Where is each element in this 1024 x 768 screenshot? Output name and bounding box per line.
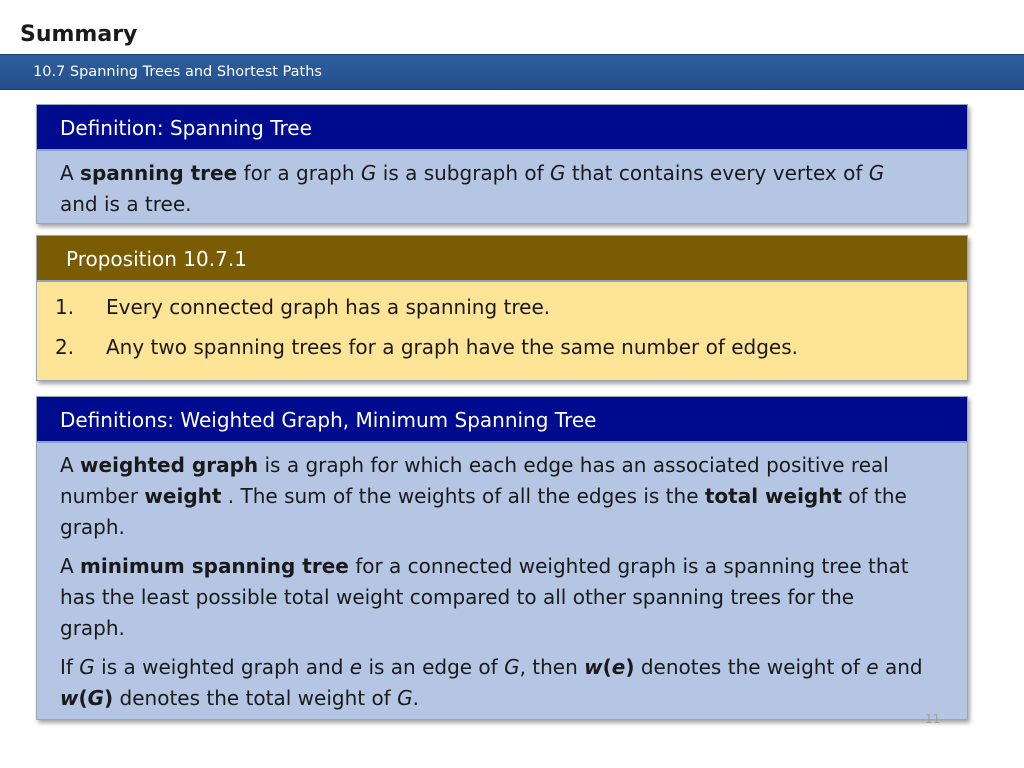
text-run: is a graph for which each edge has an associated positive real [258, 453, 889, 477]
section-title: 10.7 Spanning Trees and Shortest Paths [33, 64, 322, 80]
definition-spanning-tree-body [37, 151, 967, 223]
text-run: of the [842, 484, 907, 508]
proposition-header [37, 236, 967, 282]
term-spanning-tree: spanning tree [80, 161, 238, 185]
list-item [37, 332, 967, 372]
term-minimum-spanning-tree: minimum spanning tree [80, 554, 349, 578]
text-run: is a subgraph of [376, 161, 551, 185]
list-item-text: Every connected graph has a spanning tree. [106, 295, 551, 319]
proposition-box [36, 235, 968, 381]
text-run: A [60, 161, 81, 185]
text-run: is a weighted graph and [94, 655, 350, 679]
text-run: graph. [60, 616, 125, 640]
variable-g: G [87, 686, 105, 710]
variable-g: G [550, 161, 566, 185]
text-run: has the least possible total weight compared to all other spanning trees for the [60, 585, 855, 609]
term-weighted-graph: weighted graph [80, 453, 259, 477]
paren: ) [625, 655, 635, 679]
text-run: for a graph [237, 161, 361, 185]
text-run: A [60, 453, 81, 477]
paren: ( [602, 655, 612, 679]
variable-e: e [611, 655, 626, 679]
term-weight: weight [144, 484, 222, 508]
variable-g: G [397, 686, 413, 710]
definition-spanning-tree-line-2: and is a tree. [60, 192, 192, 216]
list-item-number: 2. [55, 335, 75, 359]
variable-e: e [866, 655, 879, 679]
text-run: denotes the weight of [634, 655, 867, 679]
text-run: and [878, 655, 923, 679]
definition-spanning-tree-heading: Definition: Spanning Tree [60, 116, 312, 140]
text-run: that contains every vertex of [565, 161, 869, 185]
text-run: graph. [60, 515, 125, 539]
variable-e: e [349, 655, 363, 679]
text-run: is an edge of [362, 655, 505, 679]
definition-spanning-tree-header [37, 105, 967, 151]
weighted-graph-paragraph [60, 450, 944, 543]
slide-title: Summary [20, 22, 138, 47]
text-run: A [60, 554, 81, 578]
variable-g: G [360, 161, 377, 185]
definition-spanning-tree-box [36, 104, 968, 224]
list-item [37, 292, 967, 332]
list-item-number: 1. [55, 295, 75, 319]
list-item-text: Any two spanning trees for a graph have the same number of edges. [106, 335, 798, 359]
definitions-weighted-graph-heading: Definitions: Weighted Graph, Minimum Spanning Tree [60, 408, 597, 432]
text-run: . [412, 686, 419, 710]
proposition-heading: Proposition 10.7.1 [66, 247, 247, 271]
term-total-weight: total weight [704, 484, 843, 508]
definition-spanning-tree-line-1 [60, 158, 944, 189]
proposition-body [37, 282, 967, 380]
weight-notation-paragraph [60, 652, 944, 714]
function-w: w [584, 655, 603, 679]
text-run: , then [519, 655, 585, 679]
minimum-spanning-tree-paragraph [60, 551, 944, 644]
definitions-weighted-graph-box [36, 396, 968, 720]
page-number: 11 [925, 712, 941, 726]
text-run: If [60, 655, 80, 679]
definitions-weighted-graph-body [37, 443, 967, 719]
text-run: number [60, 484, 145, 508]
paren: ( [78, 686, 88, 710]
function-w: w [60, 686, 79, 710]
section-banner [0, 54, 1024, 90]
paren: ) [104, 686, 114, 710]
text-run: denotes the total weight of [113, 686, 398, 710]
variable-g: G [79, 655, 95, 679]
definitions-weighted-graph-header [37, 397, 967, 443]
text-run: . The sum of the weights of all the edges is the [221, 484, 705, 508]
variable-g: G [504, 655, 520, 679]
variable-g: G [868, 161, 885, 185]
text-run: for a connected weighted graph is a spanning tree that [348, 554, 909, 578]
